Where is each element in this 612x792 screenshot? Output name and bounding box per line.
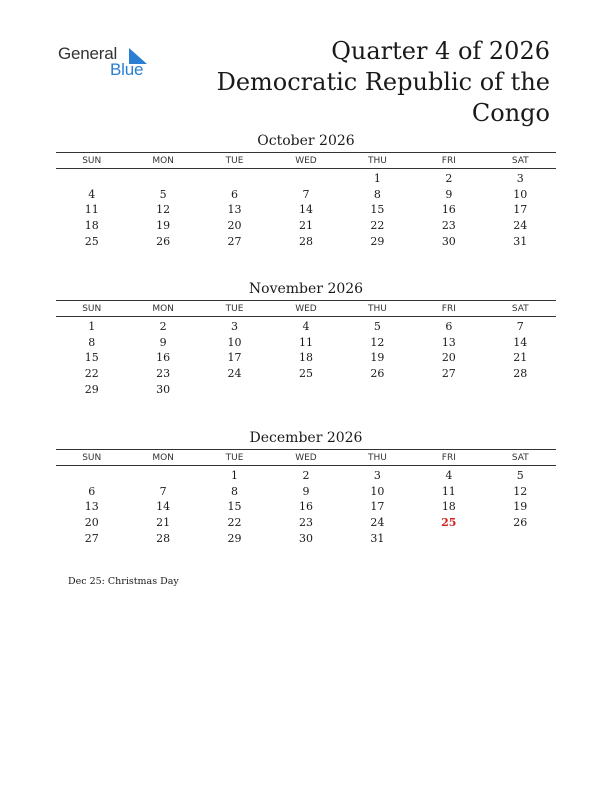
week-row — [56, 381, 556, 397]
day-cell: 28 — [298, 234, 313, 248]
week-row — [56, 218, 556, 234]
week-row — [56, 466, 556, 484]
day-cell: 5 — [516, 469, 524, 483]
week-row — [56, 233, 556, 249]
day-cell: 4 — [88, 187, 96, 201]
day-cell: 11 — [441, 484, 456, 498]
day-cell: 24 — [513, 219, 528, 233]
day-cell: 22 — [370, 219, 385, 233]
week-row — [56, 350, 556, 366]
day-cell: 10 — [513, 187, 528, 201]
day-cell: 10 — [370, 484, 385, 498]
day-cell: 2 — [445, 172, 453, 186]
weekday-header: TUE — [199, 450, 270, 466]
weekday-header: THU — [342, 301, 413, 317]
day-cell: 26 — [156, 234, 171, 248]
day-cell: 25 — [298, 367, 313, 381]
month-title: November 2026 — [248, 281, 364, 297]
month-october — [56, 132, 556, 249]
week-row — [56, 484, 556, 500]
day-cell: 25 — [84, 234, 99, 248]
day-cell: 7 — [159, 484, 167, 498]
day-cell: 11 — [298, 335, 313, 349]
day-cell: 29 — [227, 531, 242, 545]
day-cell: 17 — [370, 500, 385, 514]
empty-day-cell — [56, 466, 127, 484]
day-cell: 30 — [298, 531, 313, 545]
weekday-header: FRI — [413, 301, 484, 317]
day-cell: 6 — [445, 320, 453, 334]
week-row — [56, 169, 556, 187]
day-cell: 30 — [441, 234, 456, 248]
day-cell: 13 — [441, 335, 456, 349]
title-line-2: Democratic Republic of the — [216, 68, 550, 96]
day-cell: 27 — [227, 234, 242, 248]
week-row — [56, 515, 556, 531]
weekday-header: WED — [270, 450, 341, 466]
day-cell: 27 — [441, 367, 456, 381]
month-december — [56, 429, 556, 546]
day-cell: 5 — [159, 187, 167, 201]
day-cell: 9 — [302, 484, 310, 498]
day-cell: 1 — [231, 469, 239, 483]
day-cell: 18 — [441, 500, 456, 514]
weekday-header: MON — [127, 301, 198, 317]
month-title: October 2026 — [257, 133, 355, 149]
day-cell: 29 — [84, 382, 99, 396]
empty-day-cell — [485, 530, 556, 546]
empty-day-cell — [485, 381, 556, 397]
weekday-header: SUN — [56, 450, 127, 466]
week-row — [56, 335, 556, 351]
day-cell: 13 — [227, 203, 242, 217]
day-cell: 15 — [227, 500, 242, 514]
day-cell: 29 — [370, 234, 385, 248]
day-cell: 26 — [370, 367, 385, 381]
day-cell: 8 — [231, 484, 239, 498]
day-cell: 6 — [88, 484, 96, 498]
week-row — [56, 366, 556, 382]
day-cell: 24 — [370, 516, 385, 530]
weekday-header: WED — [270, 153, 341, 169]
day-cell: 20 — [441, 351, 456, 365]
weekday-header-row — [56, 153, 556, 169]
day-cell: 2 — [159, 320, 167, 334]
day-cell: 30 — [156, 382, 171, 396]
day-cell: 6 — [231, 187, 239, 201]
day-cell: 16 — [156, 351, 171, 365]
day-cell: 21 — [513, 351, 528, 365]
day-cell: 21 — [298, 219, 313, 233]
day-cell: 3 — [231, 320, 239, 334]
empty-day-cell — [342, 381, 413, 397]
empty-day-cell — [199, 381, 270, 397]
calendar-grid — [56, 449, 556, 546]
week-row — [56, 317, 556, 335]
weekday-header: TUE — [199, 301, 270, 317]
day-cell: 4 — [302, 320, 310, 334]
day-cell: 18 — [84, 219, 99, 233]
day-cell: 9 — [445, 187, 453, 201]
empty-day-cell — [413, 381, 484, 397]
day-cell: 19 — [156, 219, 171, 233]
weekday-header: TUE — [199, 153, 270, 169]
day-cell: 17 — [513, 203, 528, 217]
day-cell: 22 — [84, 367, 99, 381]
day-cell: 20 — [227, 219, 242, 233]
day-cell: 15 — [370, 203, 385, 217]
calendar-grid — [56, 152, 556, 249]
day-cell: 18 — [298, 351, 313, 365]
empty-day-cell — [56, 169, 127, 187]
weekday-header: SUN — [56, 153, 127, 169]
weekday-header: SAT — [485, 153, 556, 169]
day-cell: 9 — [159, 335, 167, 349]
day-cell: 26 — [513, 516, 528, 530]
day-cell: 20 — [84, 516, 99, 530]
day-cell: 28 — [156, 531, 171, 545]
weekday-header: FRI — [413, 153, 484, 169]
week-row — [56, 499, 556, 515]
day-cell: 4 — [445, 469, 453, 483]
day-cell: 2 — [302, 469, 310, 483]
day-cell: 14 — [156, 500, 171, 514]
day-cell: 21 — [156, 516, 171, 530]
logo-text-general: General — [58, 44, 118, 63]
day-cell: 23 — [298, 516, 313, 530]
day-cell: 7 — [516, 320, 524, 334]
calendar-grid — [56, 300, 556, 397]
empty-day-cell — [413, 530, 484, 546]
month-november — [56, 280, 556, 397]
day-cell: 28 — [513, 367, 528, 381]
empty-day-cell — [127, 466, 198, 484]
day-cell: 13 — [84, 500, 99, 514]
weekday-header-row — [56, 450, 556, 466]
day-cell: 14 — [513, 335, 528, 349]
day-cell: 5 — [373, 320, 381, 334]
weekday-header: MON — [127, 450, 198, 466]
day-cell: 19 — [513, 500, 528, 514]
day-cell: 23 — [441, 219, 456, 233]
weekday-header-row — [56, 301, 556, 317]
weekday-header: THU — [342, 153, 413, 169]
weekday-header: THU — [342, 450, 413, 466]
day-cell: 12 — [156, 203, 171, 217]
day-cell: 19 — [370, 351, 385, 365]
empty-day-cell — [199, 169, 270, 187]
weekday-header: SUN — [56, 301, 127, 317]
day-cell: 27 — [84, 531, 99, 545]
logo-text-blue: Blue — [110, 60, 144, 79]
day-cell: 3 — [373, 469, 381, 483]
weekday-header: FRI — [413, 450, 484, 466]
week-row — [56, 187, 556, 203]
day-cell: 16 — [298, 500, 313, 514]
week-row — [56, 202, 556, 218]
day-cell: 12 — [513, 484, 528, 498]
page-title — [217, 36, 550, 129]
holiday-note: Dec 25: Christmas Day — [68, 576, 179, 587]
day-cell: 31 — [370, 531, 385, 545]
title-line-3: Congo — [471, 99, 550, 127]
day-cell: 1 — [373, 172, 381, 186]
weekday-header: MON — [127, 153, 198, 169]
month-title: December 2026 — [249, 430, 363, 446]
day-cell: 11 — [84, 203, 99, 217]
day-cell: 17 — [227, 351, 242, 365]
week-row — [56, 530, 556, 546]
empty-day-cell — [270, 381, 341, 397]
day-cell: 12 — [370, 335, 385, 349]
holiday-day-cell: 25 — [441, 516, 457, 530]
day-cell: 10 — [227, 335, 242, 349]
day-cell: 3 — [516, 172, 524, 186]
day-cell: 22 — [227, 516, 242, 530]
weekday-header: SAT — [485, 450, 556, 466]
day-cell: 23 — [156, 367, 171, 381]
day-cell: 24 — [227, 367, 242, 381]
day-cell: 31 — [513, 234, 528, 248]
day-cell: 15 — [84, 351, 99, 365]
day-cell: 16 — [441, 203, 456, 217]
weekday-header: WED — [270, 301, 341, 317]
weekday-header: SAT — [485, 301, 556, 317]
day-cell: 8 — [88, 335, 96, 349]
title-line-1: Quarter 4 of 2026 — [331, 37, 550, 65]
empty-day-cell — [127, 169, 198, 187]
day-cell: 1 — [88, 320, 96, 334]
day-cell: 14 — [298, 203, 313, 217]
day-cell: 7 — [302, 187, 310, 201]
day-cell: 8 — [373, 187, 381, 201]
generalblue-logo — [58, 44, 158, 80]
empty-day-cell — [270, 169, 341, 187]
